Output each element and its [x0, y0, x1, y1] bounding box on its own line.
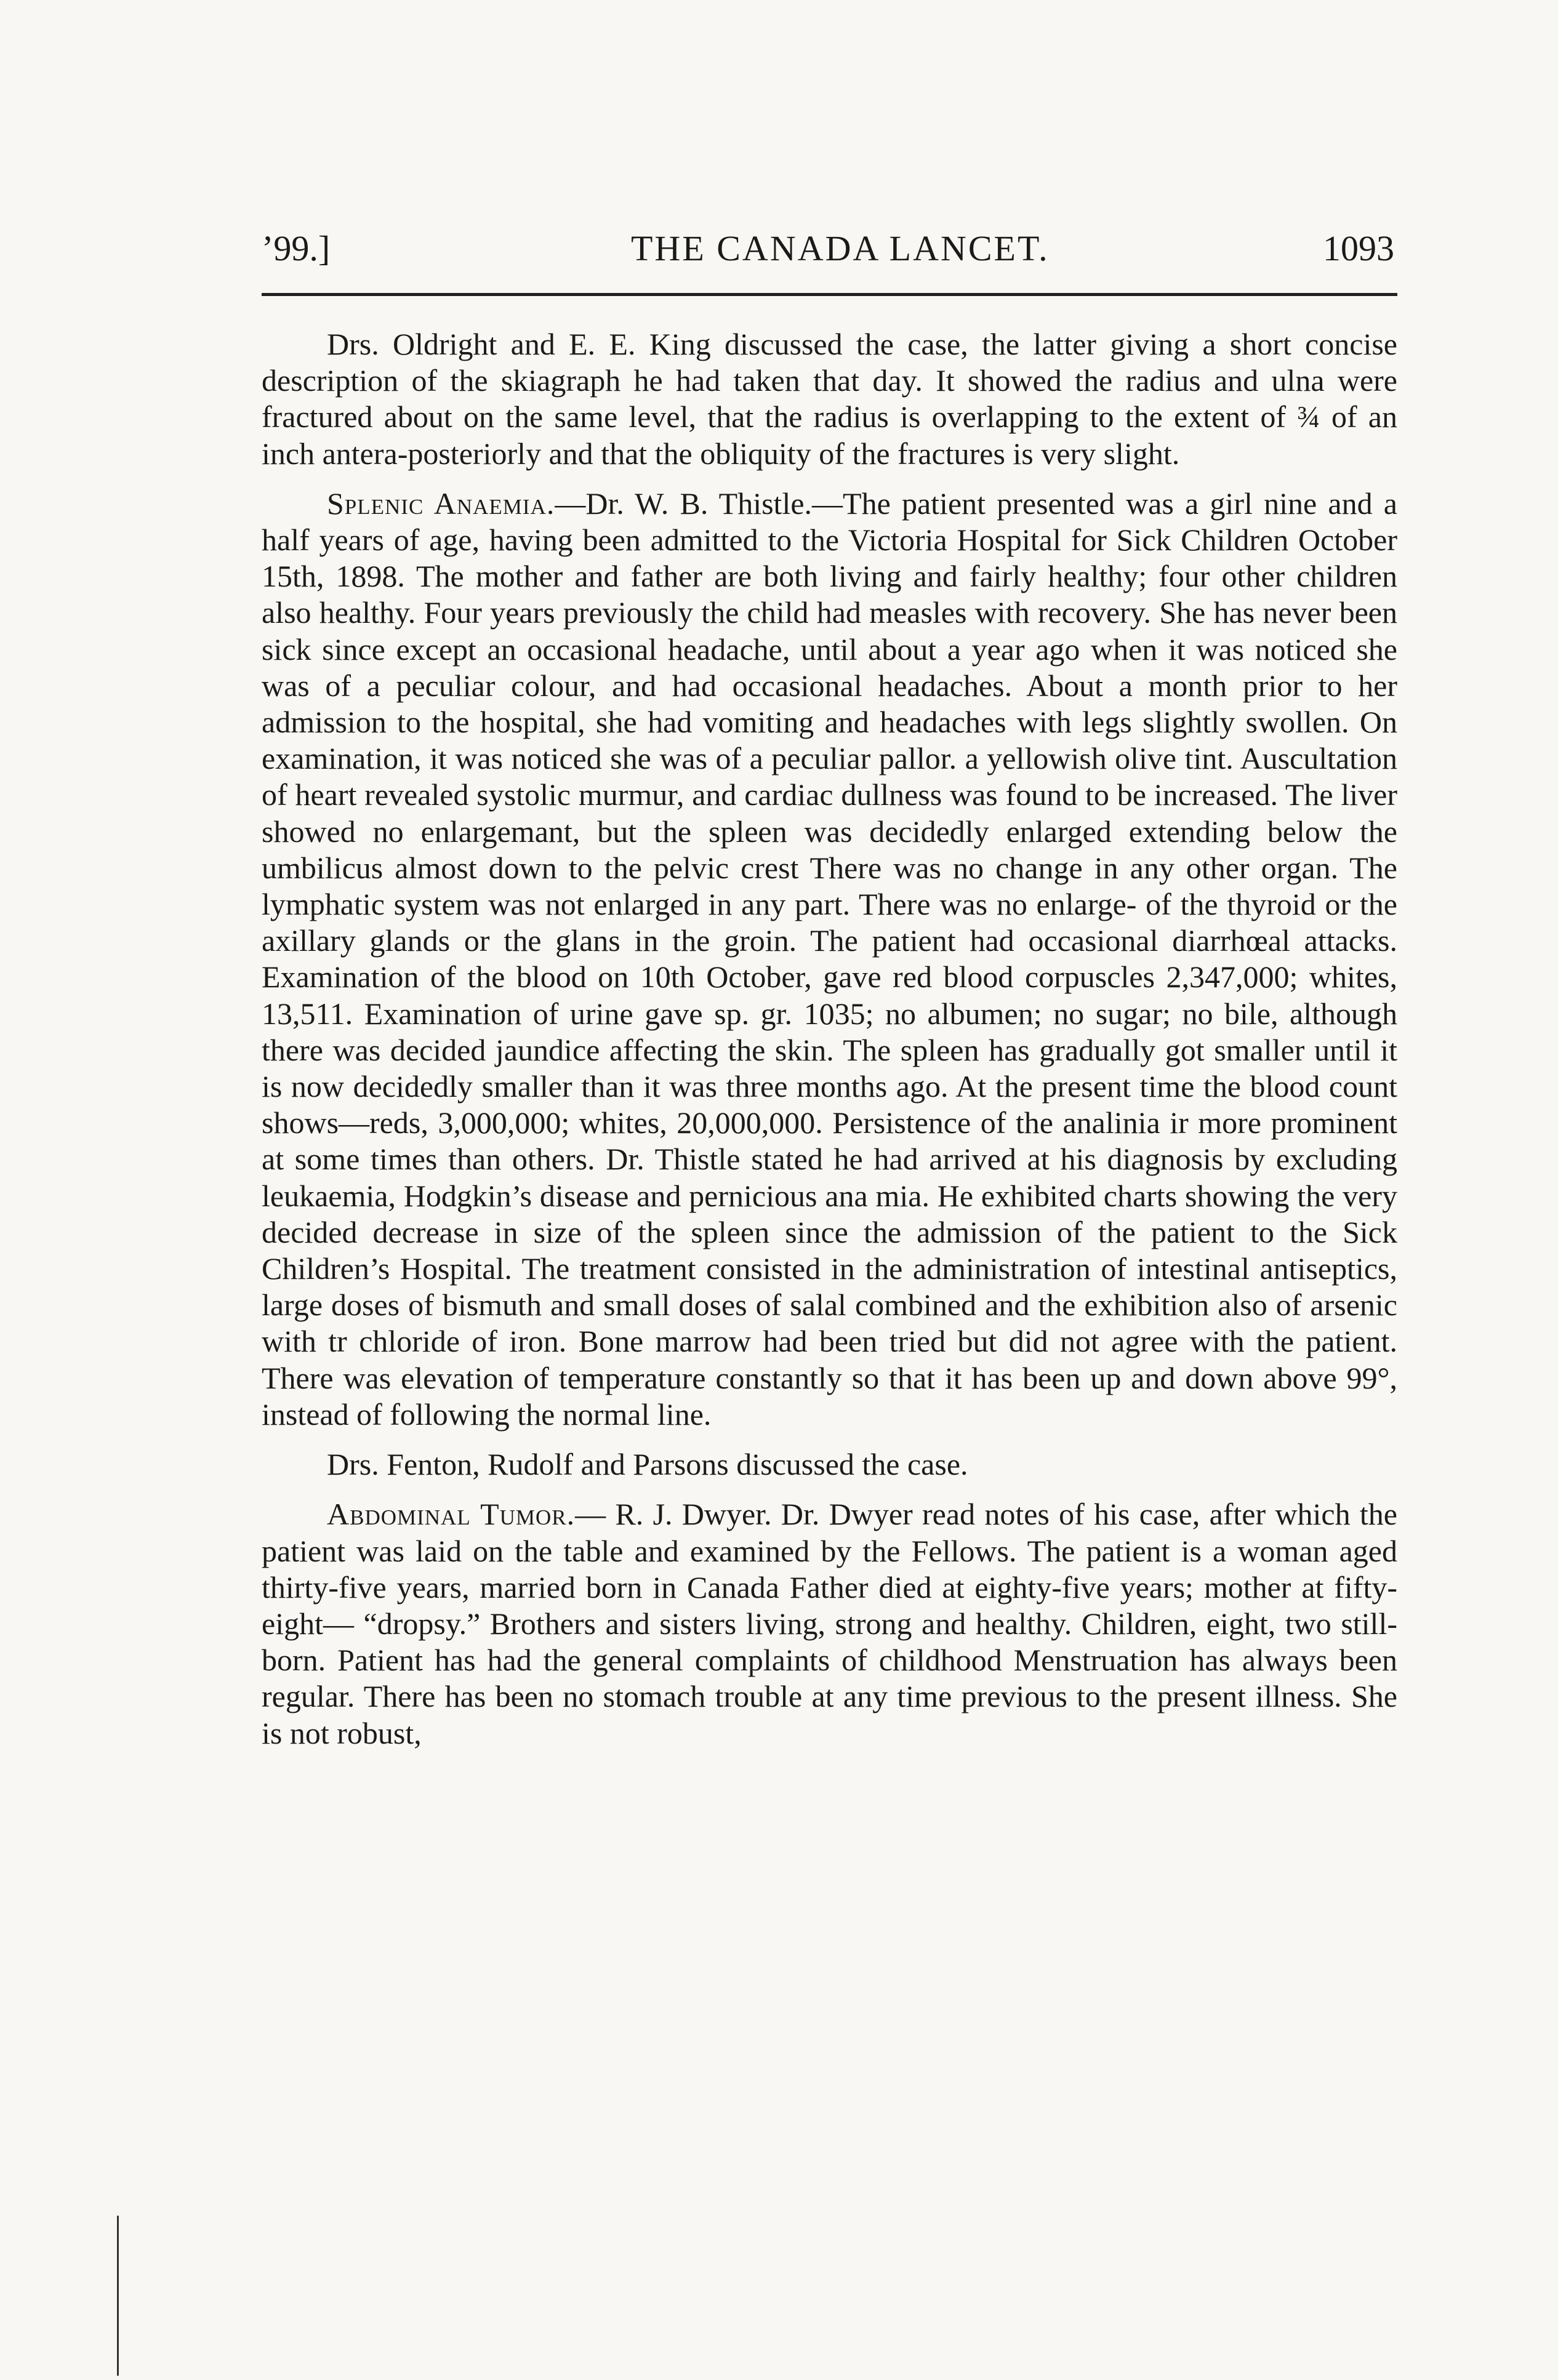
paragraph-text: Drs. Oldright and E. E. King discussed the case, the latter giving a short concise description of the skiagraph he had taken that day. It showed the radius and ulna were fractured about on the same level, that the radius is overlapping to the extent of ¾ of an inch antera-posteriorly and that the obliquity of the fractures is very slight.	[262, 327, 1397, 471]
section-heading: Splenic Anaemia.	[327, 486, 555, 521]
header-rule	[262, 293, 1397, 296]
paragraph-abdominal-tumor	[262, 1496, 1397, 1751]
paragraph-text: Drs. Fenton, Rudolf and Parsons discussed the case.	[327, 1447, 968, 1482]
paragraph-text: — R. J. Dwyer. Dr. Dwyer read notes of his case, after which the patient was laid on the table and examined by the Fellows. The patient is a woman aged thirty-five years, married born in Canada Father died at eighty-five years; mother at fifty-eight— “dropsy.” Brothers and sisters living, strong and healthy. Children, eight, two still-born. Patient has had the general complaints of childhood Menstruation has always been regular. There has been no stomach trouble at any time previous to the present illness. She is not robust,	[262, 1497, 1397, 1750]
paragraph-splenic-anaemia	[262, 486, 1397, 1433]
header-volume-year: ’99.]	[262, 228, 331, 268]
paragraph-text: —Dr. W. B. Thistle.—The patient presented was a girl nine and a half years of age, having been admitted to the Victoria Hospital for Sick Children October 15th, 1898. The mother and father are both living and fairly healthy; four other children also healthy. Four years previously the child had measles with recovery. She has never been sick since except an occasional headache, until about a year ago when it was noticed she was of a peculiar colour, and had occasional headaches. About a month prior to her admission to the hospital, she had vomiting and headaches with legs slightly swollen. On examination, it was noticed she was of a peculiar pallor. a yellowish olive tint. Auscultation of heart revealed systolic murmur, and cardiac dullness was found to be increased. The liver showed no enlargemant, but the spleen was decidedly enlarged extending below the umbilicus almost down to the pelvic crest There was no change in any other organ. The lymphatic system was not enlarged in any part. There was no enlarge- of the thyroid or the axillary glands or the glans in the groin. The patient had occasional diarrhœal attacks. Examination of the blood on 10th October, gave red blood corpuscles 2,347,000; whites, 13,511. Examination of urine gave sp. gr. 1035; no albumen; no sugar; no bile, although there was decided jaundice affecting the skin. The spleen has gradually got smaller until it is now decidedly smaller than it was three months ago. At the present time the blood count shows—reds, 3,000,000; whites, 20,000,000. Persistence of the analinia ir more prominent at some times than others. Dr. Thistle stated he had arrived at his diagnosis by excluding leukaemia, Hodgkin’s disease and pernicious ana mia. He exhibited charts showing the very decided decrease in size of the spleen since the admission of the patient to the Sick Children’s Hospital. The treatment consisted in the administration of intestinal antiseptics, large doses of bismuth and small doses of salal combined and the exhibition also of arsenic with tr chloride of iron. Bone marrow had been tried but did not agree with the patient. There was elevation of temperature constantly so that it has been up and down above 99°, instead of following the normal line.	[262, 486, 1397, 1432]
page-number: 1093	[1323, 228, 1394, 268]
article-body	[262, 326, 1397, 1765]
running-header	[262, 228, 1394, 277]
paragraph-fracture-discussion	[262, 326, 1397, 472]
paragraph-discussants	[262, 1446, 1397, 1483]
scan-edge-mark	[117, 2216, 119, 2376]
section-heading: Abdominal Tumor.	[327, 1497, 576, 1532]
journal-title: THE CANADA LANCET.	[631, 228, 1050, 268]
